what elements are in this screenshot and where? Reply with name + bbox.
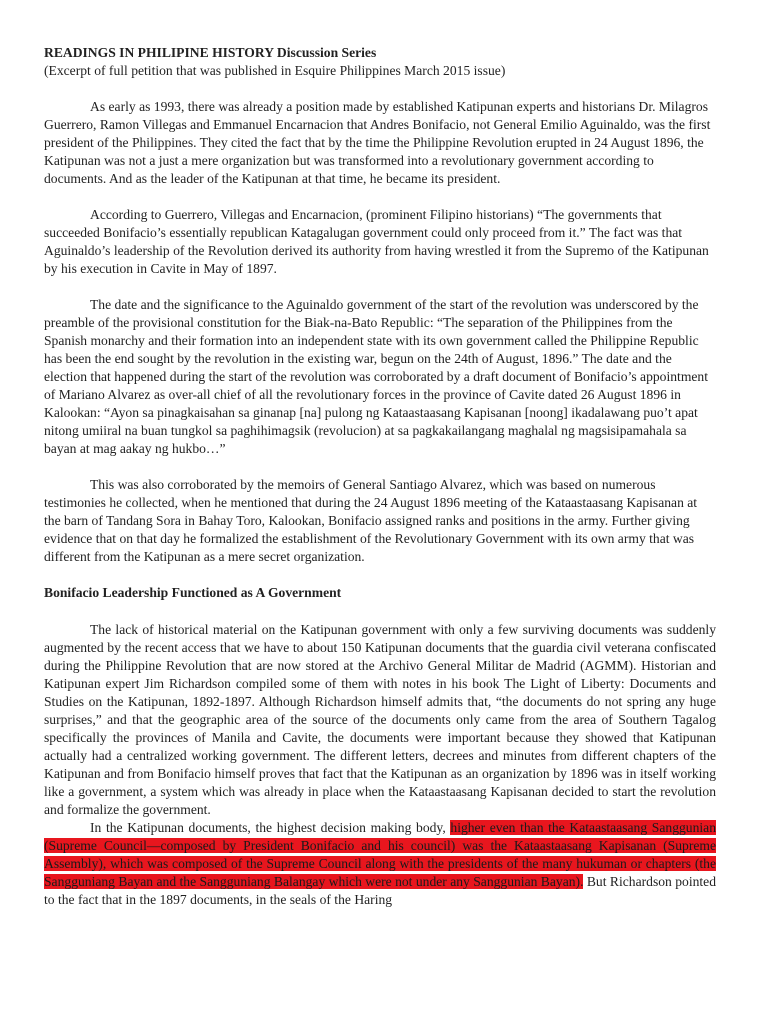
paragraph-6-text-before: In the Katipunan documents, the highest decision making body, bbox=[90, 820, 451, 835]
paragraph-3: The date and the significance to the Aguinaldo government of the start of the revolution was underscored by the preamble of the provisional constitution for the Biak-na-Bato Republic: “The separation of the Philippines from the Spanish monarchy and their formation into an independent state with its own government called the Philippine Republic has been the end sought by the revolution in the existing war, begun on the 24th of August, 1896.” The date and the election that happened during the start of the revolution was corroborated by a draft document of Bonifacio’s appointment of Mariano Alvarez as over-all chief of all the revolutionary forces in the province of Cavite dated 26 August 1896 in Kalookan: “Ayon sa pinagkaisahan sa ginanap [na] pulong ng Kataastaasang Kapisanan [noong] ikadalawang puo’t apat nitong umiiral na buan tungkol sa paghihimagsik (revolucion) at sa pagkakailangang maghalal ng magsisipamahala sa bayan at mag aakay ng hukbo…” bbox=[44, 297, 709, 456]
paragraph-4: This was also corroborated by the memoirs of General Santiago Alvarez, which was based on numerous testimonies he collected, when he mentioned that during the 24 August 1896 meeting of the Kataastaasang Kapisanan at the barn of Tandang Sora in Bahay Toro, Kalookan, Bonifacio assigned ranks and positions in the army. Further giving evidence that on that day he formalized the establishment of the Revolutionary Government with its own army that was different from the Katipunan as a mere secret organization. bbox=[44, 477, 698, 564]
paragraph-6 bbox=[44, 819, 716, 909]
paragraph-6-text-after: But Richardson pointed to the fact that in the 1897 documents, in the seals of the Haring bbox=[44, 874, 716, 907]
document-title: READINGS IN PHILIPINE HISTORY Discussion Series bbox=[44, 45, 377, 60]
paragraph-1: As early as 1993, there was already a position made by established Katipunan experts and historians Dr. Milagros Guerrero, Ramon Villegas and Emmanuel Encarnacion that Andres Bonifacio, not General Emilio Aguinaldo, was the first president of the Philippines. They cited the fact that by the time the Philippine Revolution erupted in 24 August 1896, the Katipunan was not a just a mere organization but was transformed into a revolutionary government according to documents. And as the leader of the Katipunan at that time, he became its president. bbox=[44, 99, 711, 186]
paragraph-5: The lack of historical material on the Katipunan government with only a few surviving documents was suddenly augmented by the recent access that we have to about 150 Katipunan documents that the guardia civil veterana confiscated during the Philippine Revolution that are now stored at the Archivo General Militar de Madrid (AGMM). Historian and Katipunan expert Jim Richardson compiled some of them with notes in his book The Light of Liberty: Documents and Studies on the Katipunan, 1892-1897. Although Richardson himself admits that, “the documents do not spring any huge surprises,” and that the geographic area of the source of the documents only came from the area of Southern Tagalog specifically the provinces of Manila and Cavite, the documents were important because they showed that Katipunan actually had a centralized working government. The different letters, decrees and minutes from different chapters of the Katipunan and from Bonifacio himself proves that fact that the Katipunan as an organization by 1896 was in itself working like a government, a system which was already in place when the Kataastaasang Kapisanan decided to start the revolution and formalize the government. bbox=[44, 622, 716, 817]
section-heading: Bonifacio Leadership Functioned as A Government bbox=[44, 585, 342, 600]
document-subtitle: (Excerpt of full petition that was published in Esquire Philippines March 2015 issue) bbox=[44, 63, 506, 78]
highlighted-text[interactable]: higher even than the Kataastaasang Sanggunian (Supreme Council—composed by President Bonifacio and his council) was the Kataastaasang Kapisanan (Supreme Assembly), which was composed of the Supreme Council along with the presidents of the many hukuman or chapters (the Sangguniang Bayan and the Sangguniang Balangay which were not under any Sanggunian Bayan). bbox=[44, 820, 716, 889]
document-page bbox=[44, 44, 716, 909]
paragraph-2: According to Guerrero, Villegas and Encarnacion, (prominent Filipino historians) “The governments that succeeded Bonifacio’s essentially republican Katagalugan government could only proceed from it.” The fact was that Aguinaldo’s leadership of the Revolution derived its authority from having wrestled it from the Supremo of the Katipunan by his execution in Cavite in May of 1897. bbox=[44, 207, 709, 276]
